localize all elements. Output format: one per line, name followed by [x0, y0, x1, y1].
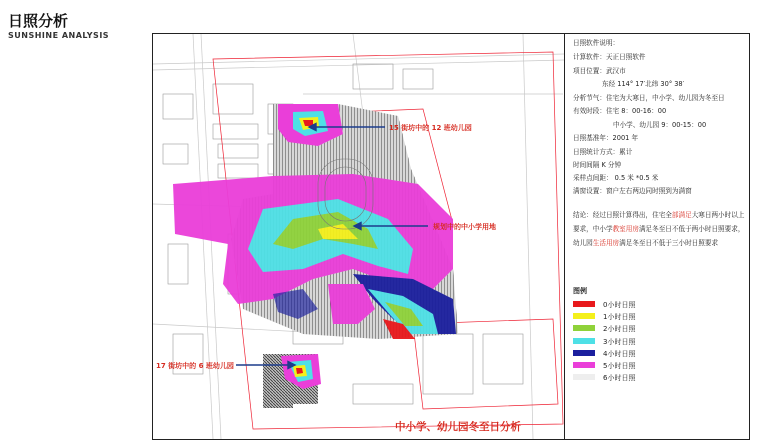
- legend-label: 5小时日照: [603, 362, 636, 370]
- page-subtitle: SUNSHINE ANALYSIS: [8, 31, 110, 40]
- kindergarten-6-patch: [263, 354, 321, 408]
- period-line-2: 中小学、幼儿园 9：00-15：00: [613, 121, 707, 129]
- legend-label: 3小时日照: [603, 337, 636, 346]
- legend-label: 0小时日照: [603, 301, 636, 309]
- legend-swatch: [573, 313, 595, 319]
- annotation-kindergarten-12: 15 街坊中的 12 班幼儿园: [389, 124, 472, 132]
- sunshine-map: [153, 34, 564, 439]
- conclusion-line-1: 结论：经过日照计算得出，住宅全部满足大寒日两小时以上: [573, 211, 745, 219]
- annotation-kindergarten-6: 17 街坊中的 6 班幼儿园: [156, 362, 234, 370]
- legend-label: 6小时日照: [603, 374, 636, 383]
- stat-mode-line: 日照统计方式：累计: [573, 148, 633, 156]
- legend-label: 4小时日照: [603, 349, 636, 358]
- legend-label: 1小时日照: [603, 313, 636, 322]
- conclusion-line-3: 幼儿园生活用房满足冬至日不低于三小时日照要求: [573, 239, 719, 247]
- window-line: 满窗设置：窗户左右两边同时照到为满窗: [573, 187, 692, 195]
- legend-swatch: [573, 301, 595, 307]
- page-title: 日照分析: [8, 12, 69, 30]
- period-line-1: 有效时段：住宅 8：00-16：00: [573, 107, 667, 115]
- software-line: 计算软件：天正日照软件: [573, 53, 646, 61]
- conclusion-line-2: 要求，中小学教室用房满足冬至日不低于两小时日照要求，: [573, 225, 745, 233]
- legend-swatch: [573, 338, 595, 344]
- legend-label: 2小时日照: [603, 325, 636, 334]
- year-line: 日照基准年：2001 年: [573, 134, 639, 142]
- season-line: 分析节气：住宅为大寒日，中小学、幼儿园为冬至日: [573, 94, 725, 102]
- grid-line: 采样点间距： 0.5 米 *0.5 米: [573, 174, 659, 182]
- interval-line: 时间间隔 K 分钟: [573, 161, 622, 169]
- panel-divider: [564, 34, 565, 439]
- legend-swatch: [573, 350, 595, 356]
- coords-line: 东经 114° 17′北纬 30° 38′: [602, 80, 685, 88]
- annotation-school: 规划中的中小学用地: [433, 223, 496, 231]
- legend-swatch: [573, 374, 595, 380]
- figure-caption: 中小学、幼儿园冬至日分析: [395, 421, 521, 433]
- location-line: 项目位置：武汉市: [573, 67, 626, 75]
- software-title: 日照软件说明：: [573, 39, 620, 47]
- legend-swatch: [573, 325, 595, 331]
- legend-swatch: [573, 362, 595, 368]
- legend-title: 图例: [573, 287, 587, 295]
